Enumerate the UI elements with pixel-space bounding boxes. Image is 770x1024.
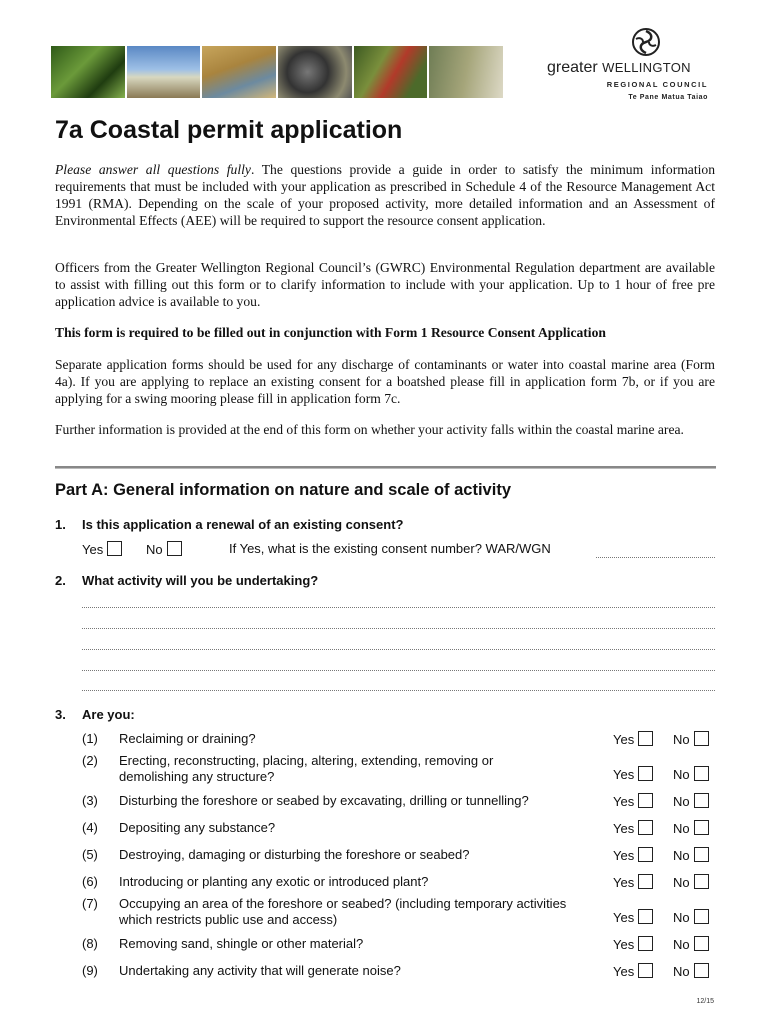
- yes-checkbox[interactable]: [638, 936, 653, 951]
- q2-number: 2.: [55, 573, 66, 588]
- yes-label: Yes: [613, 821, 635, 836]
- q3-item-text: Occupying an area of the foreshore or seabed? (including temporary activities: [119, 896, 567, 911]
- q1-yes-option[interactable]: [82, 541, 122, 557]
- q3-item-yes-option[interactable]: [613, 936, 653, 952]
- q3-item-no-option[interactable]: [673, 963, 709, 979]
- q3-item-number: (6): [82, 874, 98, 889]
- intro-emphasis: Please answer all questions fully: [55, 162, 251, 177]
- q3-item-text: Erecting, reconstructing, placing, altering, extending, removing or: [119, 753, 494, 768]
- yes-label: Yes: [613, 875, 635, 890]
- form-version-code: 12/15: [696, 998, 714, 1005]
- no-checkbox[interactable]: [694, 793, 709, 808]
- q3-item-no-option[interactable]: [673, 874, 709, 890]
- no-checkbox[interactable]: [694, 820, 709, 835]
- q3-item-text-line2: demolishing any structure?: [119, 769, 275, 784]
- logo-wordmark: [547, 59, 691, 77]
- yes-label: Yes: [613, 848, 635, 863]
- q3-item-number: (9): [82, 963, 98, 978]
- yes-label: Yes: [613, 732, 635, 747]
- logo-subtitle: REGIONAL COUNCIL: [606, 80, 708, 89]
- q1-consent-number-field[interactable]: [596, 557, 715, 558]
- q3-item-number: (2): [82, 753, 98, 768]
- yes-label: Yes: [613, 910, 635, 925]
- part-a-heading: Part A: General information on nature and scale of activity: [55, 481, 511, 499]
- intro-paragraph-5: Further information is provided at the end of this form on whether your activity falls within the coastal marine area.: [55, 422, 684, 437]
- no-checkbox[interactable]: [694, 874, 709, 889]
- no-label: No: [673, 767, 690, 782]
- intro-paragraph-2: Officers from the Greater Wellington Regional Council’s (GWRC) Environmental Regulation department are available to assist with filling out this form or to clarify information to include with your application. Up to 1 hour of free pre application advice is available to you.: [55, 260, 715, 309]
- banner-photo-fern: [51, 46, 125, 98]
- yes-label: Yes: [613, 767, 635, 782]
- banner-photo-landscape: [429, 46, 503, 98]
- no-label: No: [673, 964, 690, 979]
- q3-item-yes-option[interactable]: [613, 963, 653, 979]
- q3-item-no-option[interactable]: [673, 936, 709, 952]
- logo-maori-name: Te Pane Matua Taiao: [628, 94, 708, 101]
- no-checkbox[interactable]: [694, 847, 709, 862]
- gwrc-logo: [545, 28, 715, 108]
- q2-text: What activity will you be undertaking?: [82, 573, 319, 588]
- no-label: No: [673, 732, 690, 747]
- banner-photo-people: [354, 46, 428, 98]
- intro-paragraph-1-text: . The questions provide a guide in order to satisfy the minimum information requirements that must be included with your application as prescribed in Schedule 4 of the Resource Management Act 1991 (RMA). Depending on the scale of your proposed activity, more detailed information and an Assessment of Environmental Effects (AEE) will be required to support the resource consent application.: [55, 162, 715, 228]
- intro-paragraph-3-bold: This form is required to be filled out in conjunction with Form 1 Resource Consent Application: [55, 325, 606, 340]
- no-label: No: [673, 910, 690, 925]
- q2-answer-line-5[interactable]: [82, 690, 715, 691]
- yes-label: Yes: [613, 794, 635, 809]
- q3-number: 3.: [55, 707, 66, 722]
- q1-no-option[interactable]: [146, 541, 182, 557]
- q3-item-text: Destroying, damaging or disturbing the foreshore or seabed?: [119, 847, 470, 862]
- q2-answer-line-3[interactable]: [82, 649, 715, 650]
- q3-item-yes-option[interactable]: [613, 874, 653, 890]
- q1-yes-label: Yes: [82, 542, 104, 557]
- q3-item-text: Introducing or planting any exotic or introduced plant?: [119, 874, 429, 889]
- no-checkbox[interactable]: [694, 766, 709, 781]
- no-label: No: [673, 794, 690, 809]
- q3-item-text-line2: which restricts public use and access): [119, 912, 338, 927]
- q3-item-no-option[interactable]: [673, 820, 709, 836]
- q1-no-checkbox[interactable]: [167, 541, 182, 556]
- yes-checkbox[interactable]: [638, 793, 653, 808]
- q3-item-number: (4): [82, 820, 98, 835]
- q3-item-text: Disturbing the foreshore or seabed by excavating, drilling or tunnelling?: [119, 793, 529, 808]
- no-checkbox[interactable]: [694, 909, 709, 924]
- logo-word-greater: greater: [547, 59, 598, 76]
- yes-label: Yes: [613, 937, 635, 952]
- yes-checkbox[interactable]: [638, 731, 653, 746]
- q1-text: Is this application a renewal of an existing consent?: [82, 517, 404, 532]
- q3-item-yes-option[interactable]: [613, 820, 653, 836]
- yes-checkbox[interactable]: [638, 909, 653, 924]
- q3-text: Are you:: [82, 707, 135, 722]
- page-title: 7a Coastal permit application: [55, 116, 403, 144]
- yes-checkbox[interactable]: [638, 847, 653, 862]
- q3-item-text: Undertaking any activity that will generate noise?: [119, 963, 401, 978]
- q3-item-number: (3): [82, 793, 98, 808]
- q3-item-number: (5): [82, 847, 98, 862]
- no-checkbox[interactable]: [694, 936, 709, 951]
- q2-answer-line-1[interactable]: [82, 607, 715, 608]
- no-checkbox[interactable]: [694, 731, 709, 746]
- banner-photo-stones: [278, 46, 352, 98]
- q3-item-text: Reclaiming or draining?: [119, 731, 256, 746]
- banner-photo-wetland: [202, 46, 276, 98]
- gwrc-swirl-icon: [632, 28, 660, 56]
- q3-item-no-option[interactable]: [673, 766, 709, 782]
- q3-item-number: (7): [82, 896, 98, 911]
- q3-item-no-option[interactable]: [673, 731, 709, 747]
- q3-item-no-option[interactable]: [673, 847, 709, 863]
- no-label: No: [673, 937, 690, 952]
- yes-checkbox[interactable]: [638, 766, 653, 781]
- q3-item-yes-option[interactable]: [613, 793, 653, 809]
- section-divider: [55, 466, 716, 469]
- no-label: No: [673, 821, 690, 836]
- q1-no-label: No: [146, 542, 163, 557]
- q2-answer-line-2[interactable]: [82, 628, 715, 629]
- logo-word-wellington: WELLINGTON: [602, 60, 691, 75]
- q1-yes-checkbox[interactable]: [107, 541, 122, 556]
- q3-item-yes-option[interactable]: [613, 847, 653, 863]
- q3-item-yes-option[interactable]: [613, 731, 653, 747]
- yes-checkbox[interactable]: [638, 874, 653, 889]
- q3-item-text: Depositing any substance?: [119, 820, 276, 835]
- q3-item-number: (1): [82, 731, 98, 746]
- intro-paragraph-4: Separate application forms should be used for any discharge of contaminants or water into coastal marine area (Form 4a). If you are applying to replace an existing consent for a boatshed please fill in application form 7b, or if you are applying for a swing mooring please fill in application form 7c.: [55, 357, 715, 406]
- header-photo-strip: [51, 46, 503, 98]
- q3-item-yes-option[interactable]: [613, 909, 653, 925]
- no-checkbox[interactable]: [694, 963, 709, 978]
- banner-photo-sky: [127, 46, 201, 98]
- q3-item-no-option[interactable]: [673, 793, 709, 809]
- q3-item-number: (8): [82, 936, 98, 951]
- no-label: No: [673, 848, 690, 863]
- q3-item-yes-option[interactable]: [613, 766, 653, 782]
- q1-followup-label: If Yes, what is the existing consent number? WAR/WGN: [229, 541, 551, 556]
- intro-paragraph-1: [55, 161, 715, 229]
- yes-label: Yes: [613, 964, 635, 979]
- q2-answer-line-4[interactable]: [82, 670, 715, 671]
- q1-number: 1.: [55, 517, 66, 532]
- yes-checkbox[interactable]: [638, 820, 653, 835]
- q3-item-text: Removing sand, shingle or other material?: [119, 936, 364, 951]
- yes-checkbox[interactable]: [638, 963, 653, 978]
- q3-item-no-option[interactable]: [673, 909, 709, 925]
- no-label: No: [673, 875, 690, 890]
